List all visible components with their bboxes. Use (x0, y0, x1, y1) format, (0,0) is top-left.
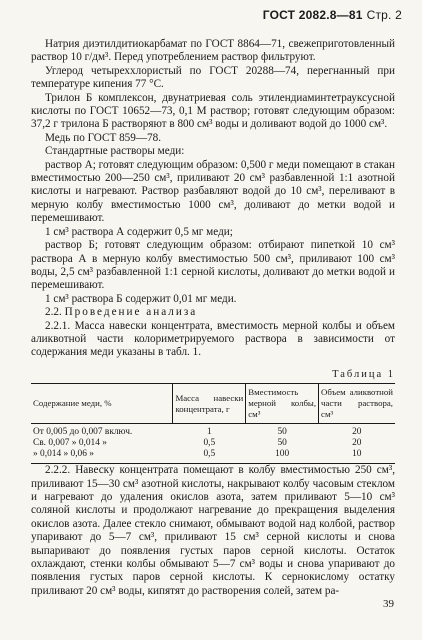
section-title: Проведение анализа (64, 306, 198, 319)
table-cell: Св. 0,007 » 0,014 » (33, 438, 107, 449)
table-caption: Таблица 1 (332, 368, 395, 380)
table-cell: 1 (207, 427, 212, 438)
paragraph: 1 см³ раствора А содержит 0,5 мг меди; (45, 225, 233, 238)
paragraph: Натрия диэтилдитиокарбамат по ГОСТ 8864—71, свежеприготовленный раствор 10 г/дм³. Перед употреблением раствор фильтруют. (31, 38, 395, 64)
paragraph: Стандартные растворы меди: (45, 145, 185, 158)
table-row (31, 449, 395, 464)
column-header: Вместимость мерной колбы, см³ (246, 384, 319, 424)
table-cell: 10 (319, 449, 395, 464)
paragraph: 2.2.1. Масса навески концентрата, вместимость мерной колбы и объем аликвотной части колориметрируемого раствора в зависимости от содержания меди указаны в табл. 1. (31, 319, 395, 359)
table-cell: 50 (277, 438, 287, 449)
table-cell: 0,5 (203, 438, 216, 449)
table-cell: 20 (352, 438, 362, 449)
column-header: Объем аликвотной части раствора, см³ (319, 384, 395, 424)
paragraph: раствор Б; готовят следующим образом: отбирают пипеткой 10 см³ раствора А в мерную колбу вместимостью 500 см³, приливают 100 см³ воды, 2,5 см³ разбавленной 1:1 серной кислоты, доливают до метки водой и перемешивают. (31, 239, 395, 292)
table-cell: » 0,014 » 0,06 » (31, 449, 173, 464)
table-header-row (31, 384, 395, 424)
table-row (31, 424, 395, 439)
table-row (31, 438, 395, 449)
paragraph: Медь по ГОСТ 859—78. (45, 131, 162, 144)
paragraph: Углерод четыреххлористый по ГОСТ 20288—74, перегнанный при температуре кипения 77 °С. (31, 64, 395, 91)
page-header (263, 8, 402, 22)
document-body (31, 38, 395, 598)
standard-number: ГОСТ 2082.8—81 (262, 8, 363, 22)
column-header: Масса навески концентрата, г (173, 384, 246, 424)
section-number: 2.2. (45, 306, 62, 319)
paragraph: Трилон Б комплексон, двунатриевая соль этилендиаминтетрауксусной кислоты по ГОСТ 10652—73, 0,1 М раствор; готовят следующим образом: 37,2 г трилона Б растворяют в 800 см³ воды и доливают водой до 1000 см³. (31, 91, 395, 131)
page-label: Стр. 2 (366, 8, 402, 22)
table-cell: 50 (277, 427, 287, 438)
table-cell: 0,5 (173, 449, 246, 464)
section-heading (31, 306, 395, 319)
column-header: Содержание меди, % (31, 384, 173, 424)
paragraph: 2.2.2. Навеску концентрата помещают в колбу вместимостью 250 см³, приливают 15—30 см³ азотной кислоты, накрывают колбу часовым стеклом и нагревают до удаления окислов азота, затем приливают 5—10 см³ соляной кислоты и продолжают нагревание до прекращения выделения окислов азота. Далее стекло снимают, обмывают водой над колбой, раствор упаривают до 5—7 см³, приливают 15 см³ серной кислоты и снова выпаривают до появления густых паров серной кислоты. Остаток охлаждают, стенки колбы обмывают 5—7 см³ воды и снова упаривают до появления густых паров серной кислоты. К сернокислому остатку приливают 20 см³ воды, кипятят до растворения солей, затем ра- (31, 464, 395, 597)
table-cell: От 0,005 до 0,007 включ. (33, 427, 133, 438)
paragraph: 1 см³ раствора Б содержит 0,01 мг меди. (45, 292, 237, 305)
paragraph: раствор А; готовят следующим образом: 0,500 г меди помещают в стакан вместимостью 200—250 см³, приливают 20 см³ разбавленной 1:1 азотной кислоты и нагревают. Раствор разбавляют водой до 10 см³, переливают в мерную колбу вместимостью 1000 см³, доливают до метки водой и перемешивают. (31, 158, 395, 225)
copper-content-table (31, 383, 395, 464)
table-cell: 100 (246, 449, 319, 464)
table-cell: 20 (352, 427, 362, 438)
page-number: 39 (383, 598, 394, 610)
